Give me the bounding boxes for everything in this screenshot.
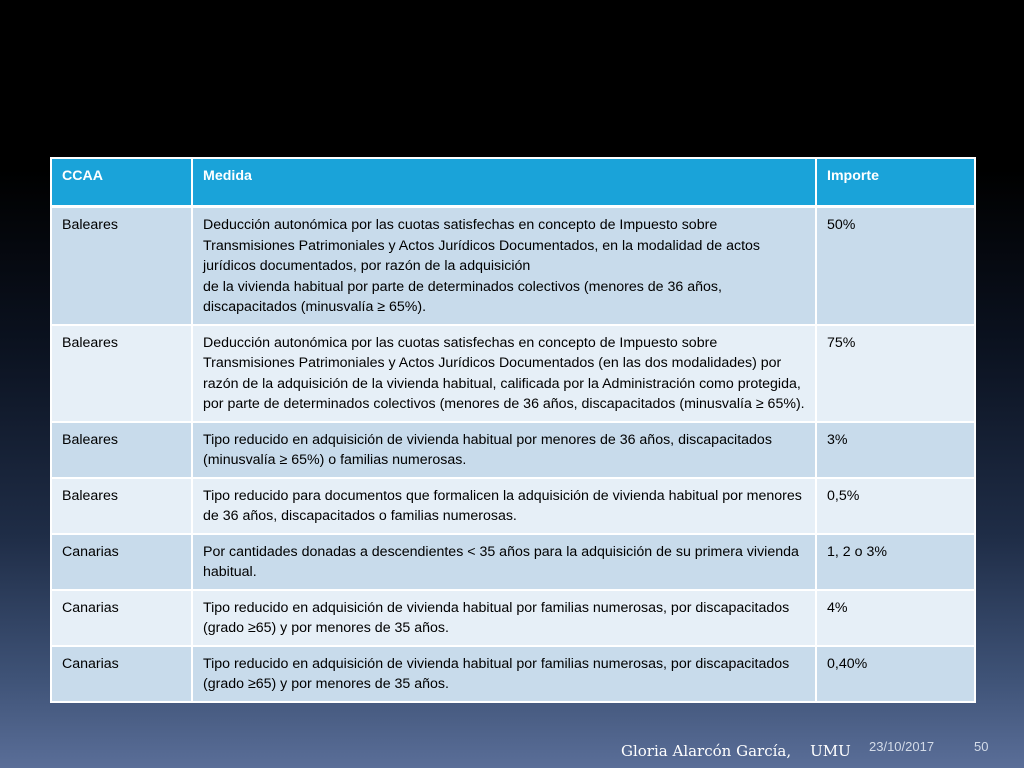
cell-ccaa: Baleares xyxy=(51,207,192,325)
cell-ccaa: Baleares xyxy=(51,422,192,478)
cell-medida: Tipo reducido en adquisición de vivienda habitual por menores de 36 años, discapacitados (minusvalía ≥ 65%) o familias numerosas. xyxy=(192,422,816,478)
table-row xyxy=(51,207,975,325)
cell-medida-line: de la vivienda habitual por parte de determinados colectivos (menores de 36 años, discapacitados (minusvalía ≥ 65%). xyxy=(203,278,722,315)
cell-ccaa: Baleares xyxy=(51,478,192,534)
page-number: 50 xyxy=(974,739,989,754)
table-row xyxy=(51,534,975,590)
cell-importe: 50% xyxy=(816,207,975,325)
cell-importe: 3% xyxy=(816,422,975,478)
cell-importe: 0,5% xyxy=(816,478,975,534)
header-importe: Importe xyxy=(816,158,975,207)
deductions-table xyxy=(50,157,976,703)
cell-medida: Por cantidades donadas a descendientes < 35 años para la adquisición de su primera vivienda habitual. xyxy=(192,534,816,590)
cell-importe: 0,40% xyxy=(816,646,975,702)
table-header-row xyxy=(51,158,975,207)
cell-importe: 4% xyxy=(816,590,975,646)
header-medida: Medida xyxy=(192,158,816,207)
table-row xyxy=(51,646,975,702)
footer-author: Gloria Alarcón García, UMU xyxy=(621,742,851,760)
cell-medida xyxy=(192,207,816,325)
table-row xyxy=(51,422,975,478)
cell-importe: 75% xyxy=(816,325,975,422)
table-row xyxy=(51,478,975,534)
footer-date: 23/10/2017 xyxy=(869,739,935,754)
cell-ccaa: Canarias xyxy=(51,534,192,590)
cell-ccaa: Canarias xyxy=(51,590,192,646)
cell-ccaa: Baleares xyxy=(51,325,192,422)
header-ccaa: CCAA xyxy=(51,158,192,207)
cell-medida-line: Deducción autonómica por las cuotas satisfechas en concepto de Impuesto sobre Transmisiones Patrimoniales y Actos Jurídicos Documentados, en la modalidad de actos jurídicos documentados, por razón de la adquisición xyxy=(203,217,760,274)
cell-medida: Tipo reducido en adquisición de vivienda habitual por familias numerosas, por discapacitados (grado ≥65) y por menores de 35 años. xyxy=(192,646,816,702)
table-row xyxy=(51,590,975,646)
cell-medida: Deducción autonómica por las cuotas satisfechas en concepto de Impuesto sobre Transmisiones Patrimoniales y Actos Jurídicos Documentados (en las dos modalidades) por razón de la adquisición de la vivienda habitual, calificada por la Administración como protegida, por parte de determinados colectivos (menores de 36 años, discapacitados (minusvalía ≥ 65%). xyxy=(192,325,816,422)
table-row xyxy=(51,325,975,422)
cell-medida: Tipo reducido en adquisición de vivienda habitual por familias numerosas, por discapacitados (grado ≥65) y por menores de 35 años. xyxy=(192,590,816,646)
cell-ccaa: Canarias xyxy=(51,646,192,702)
cell-importe: 1, 2 o 3% xyxy=(816,534,975,590)
cell-medida: Tipo reducido para documentos que formalicen la adquisición de vivienda habitual por menores de 36 años, discapacitados o familias numerosas. xyxy=(192,478,816,534)
